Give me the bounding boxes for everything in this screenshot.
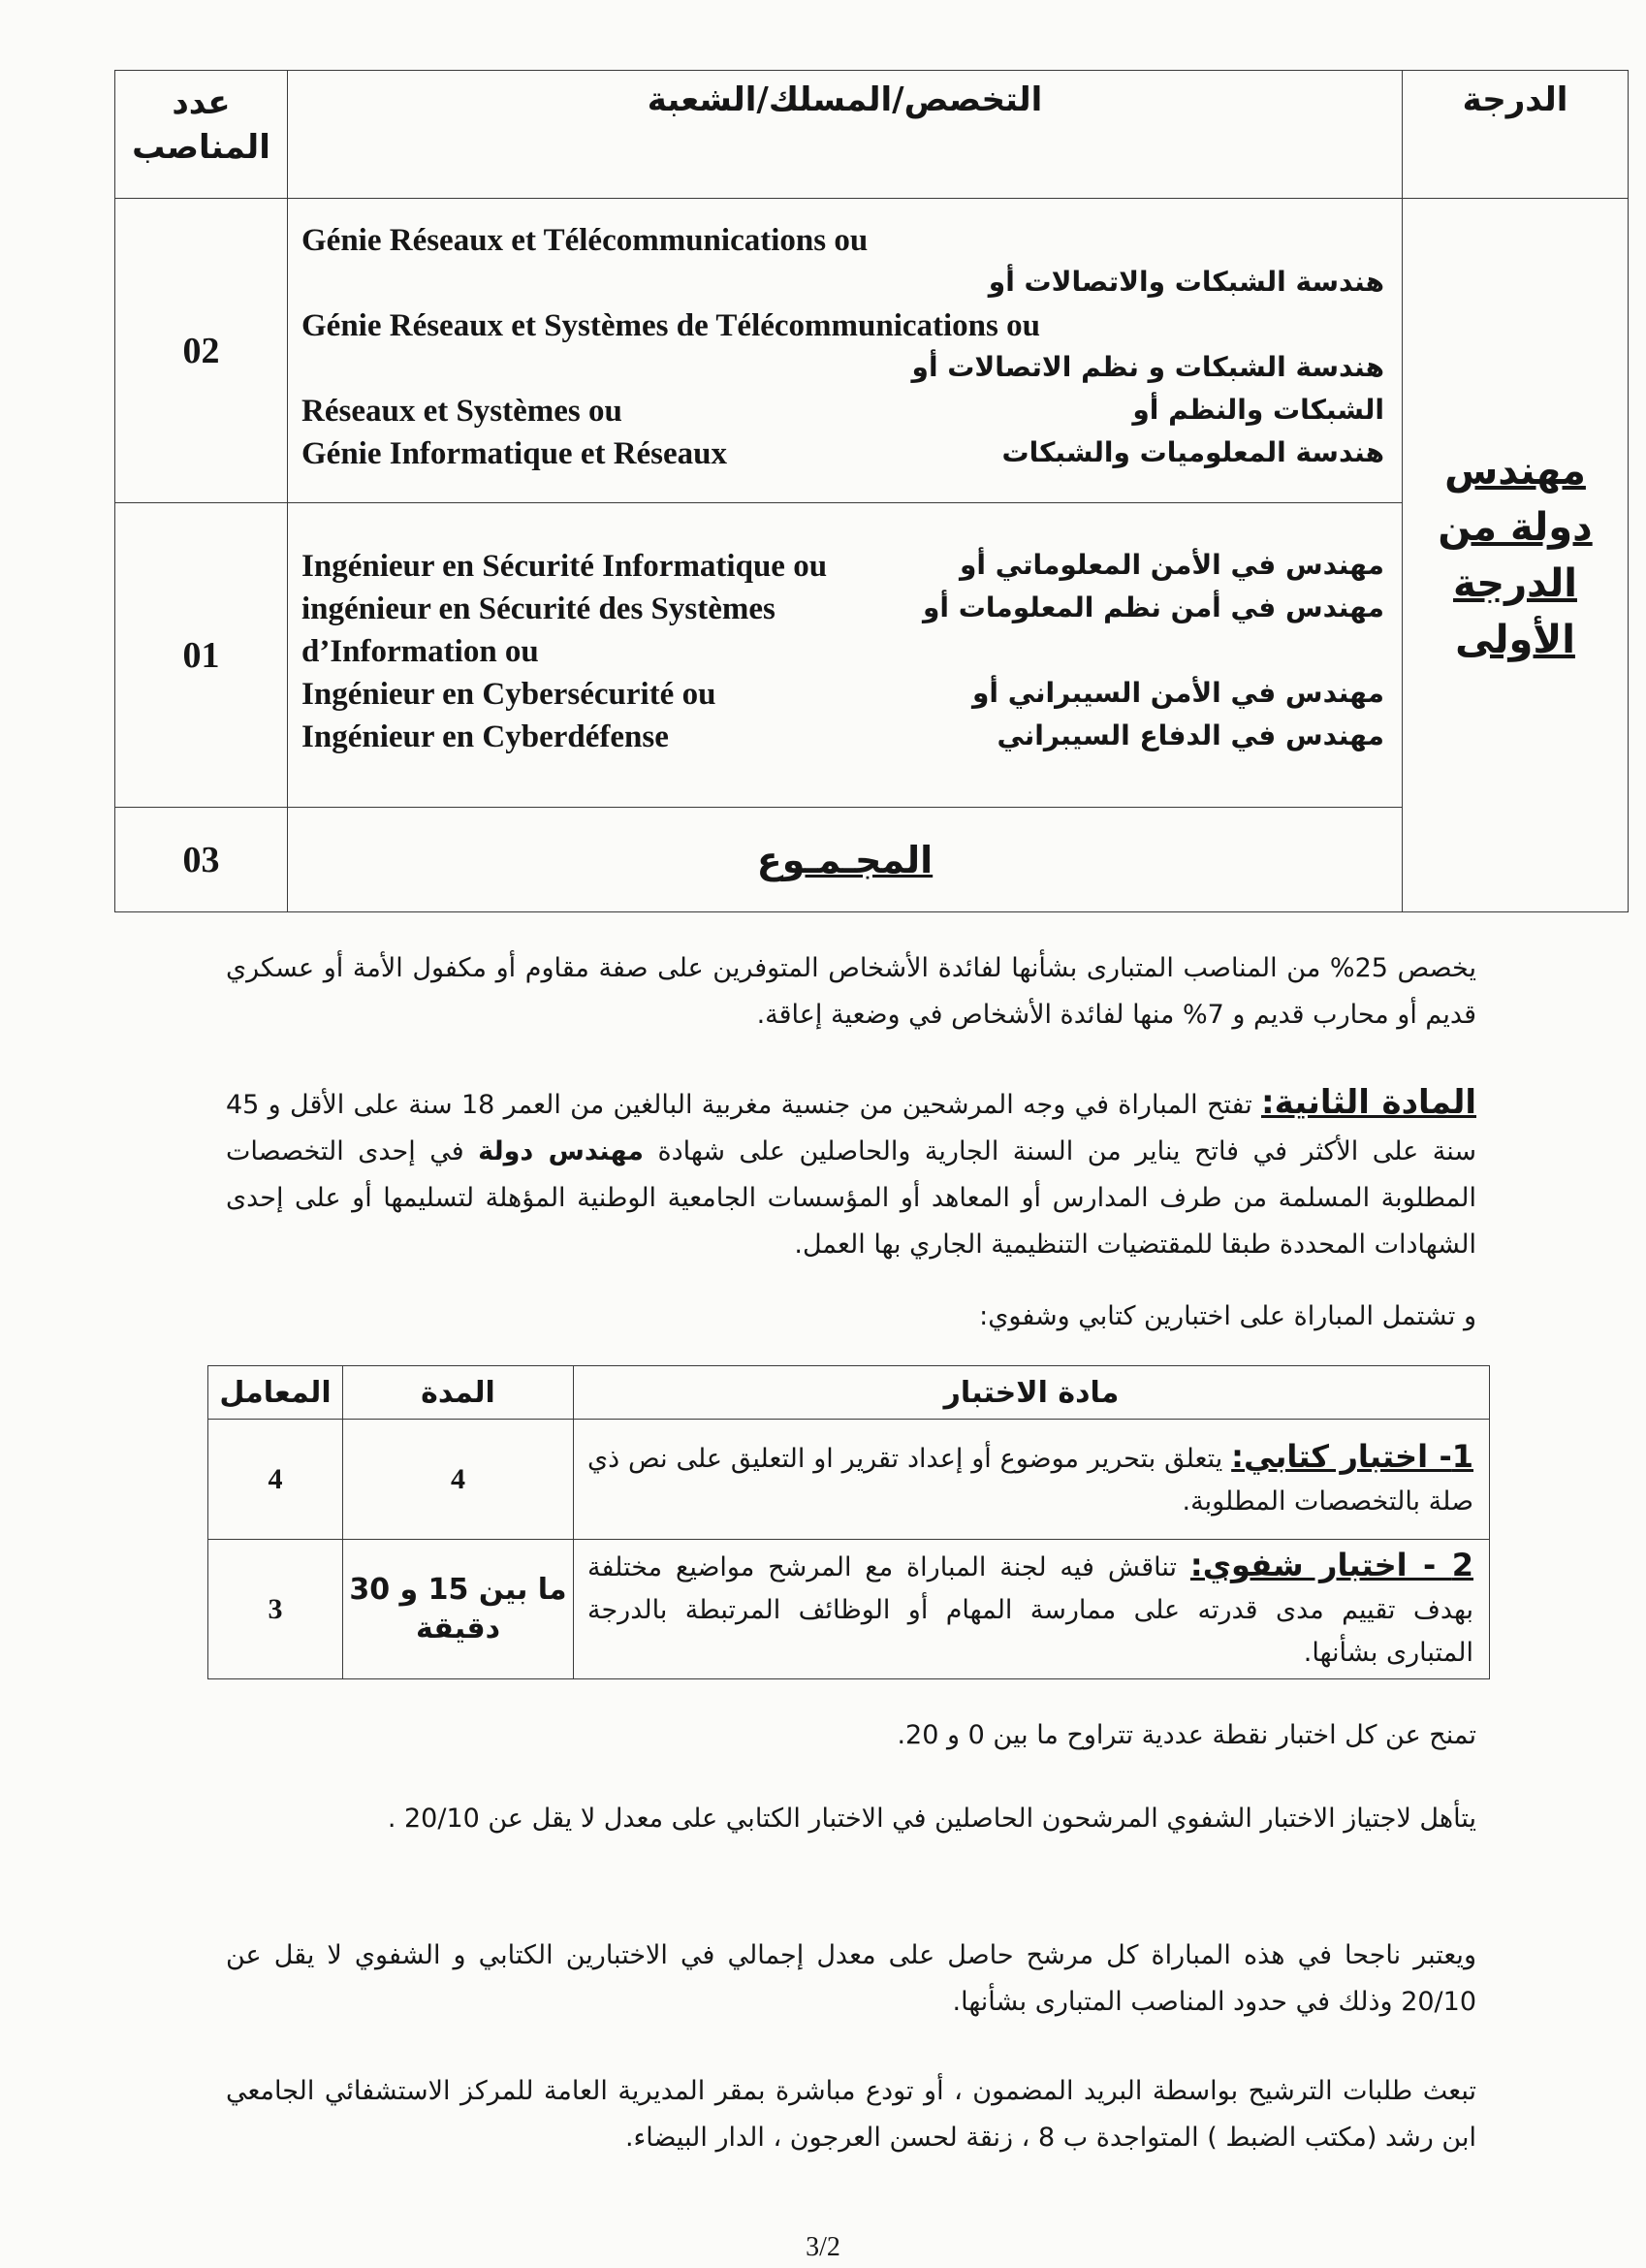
header-count: عدد المناصب: [115, 71, 288, 199]
specialty-ar: هندسة الشبكات و نظم الاتصالات أو: [911, 350, 1384, 383]
table-row: [115, 503, 1629, 808]
submission-paragraph: تبعث طلبات الترشيح بواسطة البريد المضمون ، أو تودع مباشرة بمقر المديرية العامة للمركز الاستشفائي الجامعي ابن رشد (مكتب الضبط ) المتواجدة ب 8 ، زنقة لحسن العرجون ، الدار البيضاء.: [226, 2076, 1476, 2153]
article-2-title: المادة الثانية:: [1261, 1083, 1476, 1122]
specialty-fr: Génie Réseaux et Télécommunications ou: [301, 222, 869, 258]
article-2-bold: مهندس دولة: [478, 1136, 644, 1166]
specialty-cell: [288, 199, 1403, 503]
row-count: 01: [115, 503, 288, 808]
test-description: [574, 1540, 1490, 1679]
specialty-fr: Réseaux et Systèmes ou: [301, 393, 622, 429]
header-duration: المدة: [343, 1366, 574, 1420]
specialty-fr: ingénieur en Sécurité des Systèmes: [301, 591, 776, 626]
specialty-ar: هندسة الشبكات والاتصالات أو: [988, 265, 1384, 298]
specialty-ar: هندسة المعلوميات والشبكات: [1001, 435, 1384, 468]
article-2-paragraph: [226, 1079, 1476, 1268]
specialty-ar: مهندس في أمن نظم المعلومات أو: [923, 591, 1384, 623]
specialty-ar: الشبكات والنظم أو: [1132, 393, 1384, 426]
test-coef: 4: [208, 1420, 343, 1540]
specialty-fr: Ingénieur en Cybersécurité ou: [301, 676, 716, 712]
total-count: 03: [115, 808, 288, 912]
test-text: يتعلق بتحرير موضوع أو إعداد تقرير او التعليق على نص ذي صلة بالتخصصات المطلوبة.: [587, 1444, 1473, 1517]
oral-eligibility-paragraph: يتأهل لاجتياز الاختبار الشفوي المرشحون الحاصلين في الاختبار الكتابي على معدل لا يقل عن 20/10 .: [387, 1804, 1476, 1834]
specialty-cell: [288, 503, 1403, 808]
total-row: [115, 808, 1629, 912]
score-paragraph: تمنح عن كل اختبار نقطة عددية تتراوح ما بين 0 و 20.: [897, 1720, 1476, 1750]
tests-intro: و تشتمل المباراة على اختبارين كتابي وشفوي:: [979, 1301, 1476, 1331]
test-text: تناقش فيه لجنة المباراة مع المرشح مواضيع مختلفة بهدف تقييم مدى قدرته على ممارسة المهام أو الوظائف المرتبطة بالدرجة المتبارى بشأنها.: [587, 1552, 1473, 1668]
tests-table-header: [208, 1366, 1490, 1420]
specialty-fr: Génie Réseaux et Systèmes de Télécommunications ou: [301, 307, 1040, 343]
specialty-ar: مهندس في الأمن المعلوماتي أو: [959, 548, 1384, 581]
grade-cell: مهندس دولة من الدرجة الأولى: [1403, 199, 1629, 912]
table-row: [208, 1540, 1490, 1679]
header-specialty: التخصص/المسلك/الشعبة: [288, 71, 1403, 199]
test-duration: 4: [343, 1420, 574, 1540]
total-label: المجـمـوع: [288, 808, 1403, 912]
positions-table: [114, 70, 1629, 912]
row-count: 02: [115, 199, 288, 503]
specialty-fr: d’Information ou: [301, 633, 539, 669]
specialty-ar: مهندس في الدفاع السيبراني: [997, 719, 1384, 751]
test-coef: 3: [208, 1540, 343, 1679]
test-duration: ما بين 15 و 30 دقيقة: [343, 1540, 574, 1679]
test-title: 1- اختبار كتابي:: [1231, 1438, 1474, 1475]
header-grade: الدرجة: [1403, 71, 1629, 199]
header-subject: مادة الاختبار: [574, 1366, 1490, 1420]
article-2-text-before: تفتح المباراة في وجه المرشحين من جنسية مغربية البالغين من العمر 18 سنة على الأقل و 45 سنة على الأكثر في فاتح يناير من السنة الجارية والحاصلين على شهادة: [226, 1090, 1477, 1166]
specialty-fr: Ingénieur en Sécurité Informatique ou: [301, 548, 828, 584]
positions-table-header: [115, 71, 1629, 199]
test-title: 2 - اختبار شفوي:: [1189, 1547, 1474, 1583]
test-description: [574, 1420, 1490, 1540]
specialty-fr: Génie Informatique et Réseaux: [301, 435, 728, 471]
specialty-ar: مهندس في الأمن السيبراني أو: [971, 676, 1384, 709]
table-row: [208, 1420, 1490, 1540]
header-coef: المعامل: [208, 1366, 343, 1420]
page-number: 3/2: [806, 2232, 840, 2262]
success-paragraph: ويعتبر ناجحا في هذه المباراة كل مرشح حاصل على معدل إجمالي في الاختبارين الكتابي و الشفوي لا يقل عن 20/10 وذلك في حدود المناصب المتبارى بشأنها.: [226, 1940, 1476, 2017]
reserved-quota-paragraph: يخصص 25% من المناصب المتبارى بشأنها لفائدة الأشخاص المتوفرين على صفة مقاوم أو مكفول الأمة أو عسكري قديم أو محارب قديم و 7% منها لفائدة الأشخاص في وضعية إعاقة.: [226, 953, 1476, 1030]
article-2-text-after: في إحدى التخصصات المطلوبة المسلمة من طرف المدارس أو المعاهد أو المؤسسات الجامعية الوطنية المؤهلة لتسليمها أو على إحدى الشهادات المحددة طبقا للمقتضيات التنظيمية الجاري بها العمل.: [226, 1136, 1476, 1260]
tests-table: [207, 1365, 1490, 1679]
table-row: [115, 199, 1629, 503]
specialty-fr: Ingénieur en Cyberdéfense: [301, 719, 669, 754]
